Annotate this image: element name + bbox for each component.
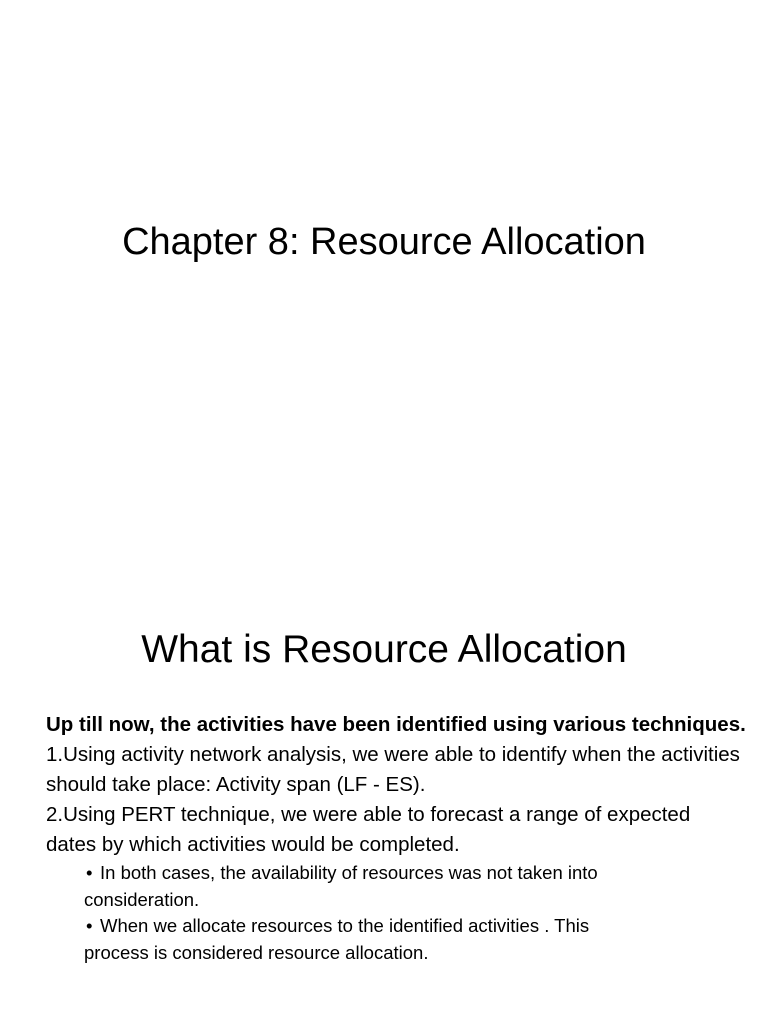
slide-body xyxy=(46,710,746,966)
bullet-text: In both cases, the availability of resources was not taken into consideration. xyxy=(84,862,598,910)
bullet-item xyxy=(84,913,646,966)
intro-paragraph: Up till now, the activities have been identified using various techniques. xyxy=(46,713,746,736)
bullet-list xyxy=(46,860,646,966)
bullet-text: When we allocate resources to the identified activities . This process is considered resource allocation. xyxy=(84,915,590,963)
bullet-icon: • xyxy=(86,862,93,883)
point-pert: 2.Using PERT technique, we were able to forecast a range of expected dates by which activities would be completed. xyxy=(46,803,691,856)
bullet-item xyxy=(84,860,646,913)
point-activity-network: 1.Using activity network analysis, we were able to identify when the activities should take place: Activity span (LF - ES). xyxy=(46,743,740,796)
slide-what-is-resource-allocation xyxy=(0,576,768,1024)
chapter-title: Chapter 8: Resource Allocation xyxy=(122,221,646,263)
section-title: What is Resource Allocation xyxy=(141,628,627,671)
bullet-icon: • xyxy=(86,915,93,936)
